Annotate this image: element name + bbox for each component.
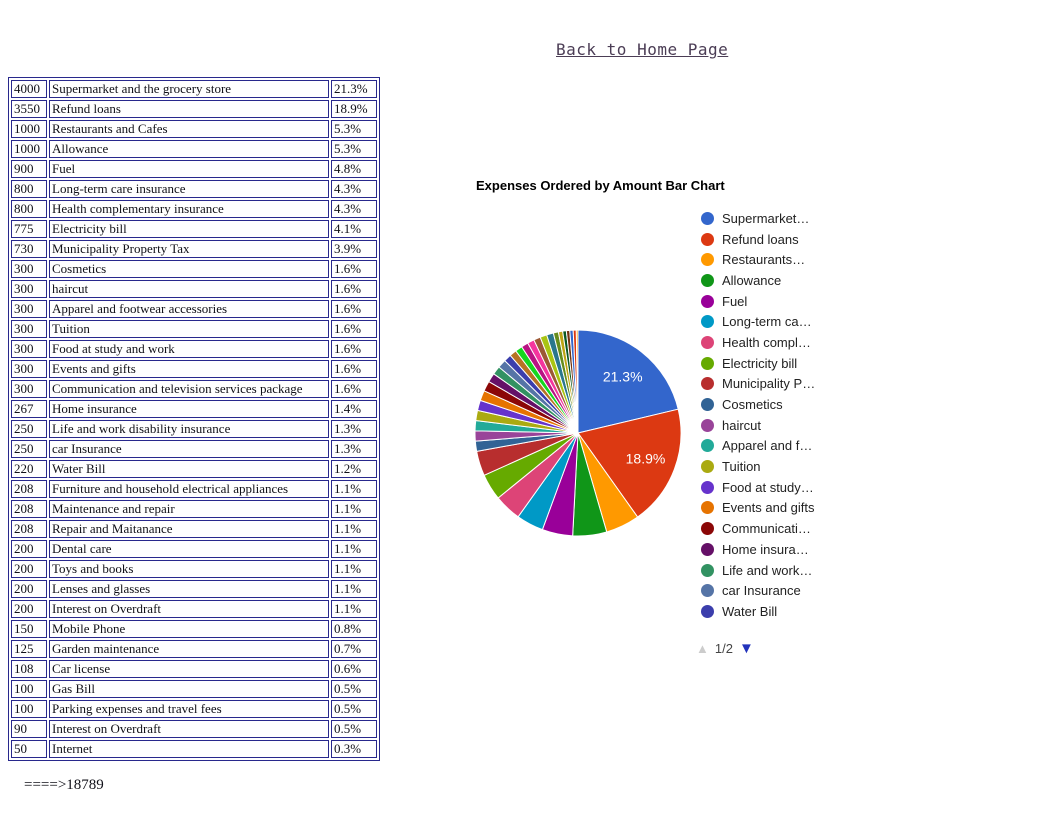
expense-percent: 1.1%	[331, 600, 377, 618]
table-row	[11, 280, 377, 298]
expense-percent: 1.1%	[331, 560, 377, 578]
legend-item[interactable]	[701, 249, 815, 270]
expense-name: Parking expenses and travel fees	[49, 700, 329, 718]
legend-item[interactable]	[701, 456, 815, 477]
legend-color-dot	[701, 419, 714, 432]
expense-name: Home insurance	[49, 400, 329, 418]
legend-item-label: Supermarket…	[722, 210, 810, 226]
legend-color-dot	[701, 253, 714, 266]
legend-pager	[696, 640, 754, 657]
expense-name: Long-term care insurance	[49, 180, 329, 198]
pie-slice-label: 18.9%	[625, 450, 666, 467]
table-row	[11, 640, 377, 658]
expense-percent: 1.1%	[331, 500, 377, 518]
expense-amount: 300	[11, 300, 47, 318]
expense-percent: 21.3%	[331, 80, 377, 98]
expense-amount: 150	[11, 620, 47, 638]
expense-name: Repair and Maitanance	[49, 520, 329, 538]
legend-color-dot	[701, 357, 714, 370]
expense-amount: 300	[11, 360, 47, 378]
expense-name: Allowance	[49, 140, 329, 158]
expense-amount: 200	[11, 580, 47, 598]
legend-color-dot	[701, 377, 714, 390]
legend-item-label: car Insurance	[722, 583, 801, 599]
legend-color-dot	[701, 274, 714, 287]
expense-amount: 300	[11, 340, 47, 358]
expense-percent: 4.1%	[331, 220, 377, 238]
legend-item[interactable]	[701, 518, 815, 539]
expense-name: Events and gifts	[49, 360, 329, 378]
legend-color-dot	[701, 233, 714, 246]
legend-item-label: Home insura…	[722, 541, 809, 557]
legend-color-dot	[701, 522, 714, 535]
expense-percent: 4.8%	[331, 160, 377, 178]
legend-color-dot	[701, 501, 714, 514]
chart-legend	[701, 208, 815, 622]
legend-item[interactable]	[701, 208, 815, 229]
expense-name: Toys and books	[49, 560, 329, 578]
legend-item[interactable]	[701, 560, 815, 581]
expense-amount: 300	[11, 280, 47, 298]
back-to-home-link[interactable]: Back to Home Page	[556, 40, 729, 59]
expense-table	[8, 77, 380, 761]
legend-item-label: Tuition	[722, 459, 761, 475]
expense-name: Car license	[49, 660, 329, 678]
expense-name: Fuel	[49, 160, 329, 178]
expense-percent: 0.6%	[331, 660, 377, 678]
expense-percent: 5.3%	[331, 140, 377, 158]
table-row	[11, 100, 377, 118]
expense-percent: 1.1%	[331, 580, 377, 598]
legend-color-dot	[701, 460, 714, 473]
legend-item[interactable]	[701, 580, 815, 601]
table-row	[11, 80, 377, 98]
expense-amount: 200	[11, 540, 47, 558]
legend-color-dot	[701, 605, 714, 618]
table-row	[11, 160, 377, 178]
table-row	[11, 720, 377, 738]
legend-item[interactable]	[701, 539, 815, 560]
legend-item-label: Events and gifts	[722, 500, 815, 516]
expense-percent: 1.6%	[331, 320, 377, 338]
legend-item-label: Communicati…	[722, 521, 811, 537]
legend-item-label: Refund loans	[722, 231, 799, 247]
expense-name: Water Bill	[49, 460, 329, 478]
expense-amount: 50	[11, 740, 47, 758]
expense-name: Life and work disability insurance	[49, 420, 329, 438]
table-row	[11, 200, 377, 218]
expense-percent: 0.8%	[331, 620, 377, 638]
legend-item-label: Life and work…	[722, 562, 813, 578]
table-row	[11, 380, 377, 398]
expense-name: Interest on Overdraft	[49, 720, 329, 738]
expense-percent: 4.3%	[331, 180, 377, 198]
expense-amount: 1000	[11, 140, 47, 158]
legend-color-dot	[701, 398, 714, 411]
expense-table-container	[8, 77, 380, 794]
expense-name: Dental care	[49, 540, 329, 558]
table-row	[11, 460, 377, 478]
table-row	[11, 240, 377, 258]
expense-amount: 100	[11, 680, 47, 698]
table-row	[11, 680, 377, 698]
expense-percent: 18.9%	[331, 100, 377, 118]
table-row	[11, 340, 377, 358]
legend-item-label: Long-term ca…	[722, 314, 812, 330]
expense-amount: 208	[11, 500, 47, 518]
expense-percent: 0.5%	[331, 700, 377, 718]
table-row	[11, 300, 377, 318]
legend-item-label: Restaurants…	[722, 252, 806, 268]
table-row	[11, 140, 377, 158]
expense-name: Restaurants and Cafes	[49, 120, 329, 138]
expense-amount: 800	[11, 200, 47, 218]
expense-percent: 3.9%	[331, 240, 377, 258]
legend-item[interactable]	[701, 353, 815, 374]
expense-name: Electricity bill	[49, 220, 329, 238]
legend-color-dot	[701, 295, 714, 308]
expense-name: Interest on Overdraft	[49, 600, 329, 618]
pager-page-label: 1/2	[714, 641, 733, 656]
legend-color-dot	[701, 584, 714, 597]
legend-color-dot	[701, 439, 714, 452]
expense-amount: 100	[11, 700, 47, 718]
expense-percent: 1.6%	[331, 380, 377, 398]
table-row	[11, 260, 377, 278]
expense-amount: 800	[11, 180, 47, 198]
legend-item-label: Fuel	[722, 293, 748, 309]
legend-color-dot	[701, 564, 714, 577]
table-row	[11, 220, 377, 238]
legend-color-dot	[701, 212, 714, 225]
expense-percent: 1.6%	[331, 260, 377, 278]
legend-item-label: Food at study…	[722, 479, 814, 495]
table-row	[11, 600, 377, 618]
expense-amount: 200	[11, 560, 47, 578]
legend-color-dot	[701, 481, 714, 494]
legend-item-label: haircut	[722, 417, 762, 433]
expense-name: haircut	[49, 280, 329, 298]
expense-amount: 220	[11, 460, 47, 478]
expense-name: Apparel and footwear accessories	[49, 300, 329, 318]
expense-amount: 300	[11, 380, 47, 398]
table-row	[11, 540, 377, 558]
expense-percent: 1.1%	[331, 520, 377, 538]
expense-name: Health complementary insurance	[49, 200, 329, 218]
expense-name: Internet	[49, 740, 329, 758]
legend-item[interactable]	[701, 415, 815, 436]
expense-name: Municipality Property Tax	[49, 240, 329, 258]
legend-color-dot	[701, 543, 714, 556]
pie-chart	[470, 325, 686, 541]
expense-name: car Insurance	[49, 440, 329, 458]
table-row	[11, 500, 377, 518]
expense-name: Mobile Phone	[49, 620, 329, 638]
expense-percent: 1.6%	[331, 280, 377, 298]
expense-amount: 300	[11, 320, 47, 338]
expense-name: Furniture and household electrical appliances	[49, 480, 329, 498]
legend-item[interactable]	[701, 436, 815, 457]
legend-item[interactable]	[701, 601, 815, 622]
legend-color-dot	[701, 315, 714, 328]
expense-amount: 125	[11, 640, 47, 658]
expense-name: Cosmetics	[49, 260, 329, 278]
table-row	[11, 440, 377, 458]
expense-amount: 4000	[11, 80, 47, 98]
expense-name: Communication and television services package	[49, 380, 329, 398]
expense-amount: 90	[11, 720, 47, 738]
legend-item[interactable]	[701, 498, 815, 519]
expense-name: Refund loans	[49, 100, 329, 118]
legend-item[interactable]	[701, 374, 815, 395]
legend-item[interactable]	[701, 477, 815, 498]
expense-name: Gas Bill	[49, 680, 329, 698]
expense-percent: 1.1%	[331, 480, 377, 498]
expense-amount: 108	[11, 660, 47, 678]
legend-item-label: Allowance	[722, 272, 782, 288]
expense-amount: 300	[11, 260, 47, 278]
legend-item-label: Apparel and f…	[722, 438, 813, 454]
legend-item-label: Cosmetics	[722, 397, 783, 413]
legend-item[interactable]	[701, 270, 815, 291]
expense-percent: 4.3%	[331, 200, 377, 218]
table-row	[11, 740, 377, 758]
expense-name: Lenses and glasses	[49, 580, 329, 598]
table-row	[11, 660, 377, 678]
chart-title: Expenses Ordered by Amount Bar Chart	[476, 178, 725, 193]
expense-name: Maintenance and repair	[49, 500, 329, 518]
expense-name: Garden maintenance	[49, 640, 329, 658]
expense-amount: 775	[11, 220, 47, 238]
expense-percent: 1.3%	[331, 440, 377, 458]
table-row	[11, 120, 377, 138]
expense-percent: 1.3%	[331, 420, 377, 438]
pie-slice-label: 21.3%	[602, 368, 643, 385]
legend-item-label: Municipality P…	[722, 376, 816, 392]
legend-item[interactable]	[701, 291, 815, 312]
expense-name: Supermarket and the grocery store	[49, 80, 329, 98]
table-row	[11, 360, 377, 378]
legend-item[interactable]	[701, 229, 815, 250]
expense-percent: 1.6%	[331, 300, 377, 318]
expense-percent: 0.5%	[331, 680, 377, 698]
expense-amount: 730	[11, 240, 47, 258]
expense-amount: 200	[11, 600, 47, 618]
expense-percent: 0.3%	[331, 740, 377, 758]
legend-item-label: Health compl…	[722, 334, 811, 350]
expense-amount: 208	[11, 520, 47, 538]
expense-name: Food at study and work	[49, 340, 329, 358]
expense-amount: 250	[11, 420, 47, 438]
expense-percent: 0.7%	[331, 640, 377, 658]
expense-amount: 250	[11, 440, 47, 458]
table-row	[11, 560, 377, 578]
table-row	[11, 700, 377, 718]
table-row	[11, 620, 377, 638]
table-row	[11, 420, 377, 438]
legend-item[interactable]	[701, 394, 815, 415]
table-row	[11, 180, 377, 198]
legend-item-label: Electricity bill	[722, 355, 798, 371]
legend-item-label: Water Bill	[722, 603, 778, 619]
table-row	[11, 520, 377, 538]
expense-percent: 0.5%	[331, 720, 377, 738]
expense-amount: 208	[11, 480, 47, 498]
pager-up-icon[interactable]: ▲	[696, 641, 709, 656]
expense-percent: 1.2%	[331, 460, 377, 478]
legend-color-dot	[701, 336, 714, 349]
expense-amount: 267	[11, 400, 47, 418]
expense-amount: 1000	[11, 120, 47, 138]
expense-percent: 5.3%	[331, 120, 377, 138]
table-row	[11, 480, 377, 498]
expense-percent: 1.6%	[331, 340, 377, 358]
expense-percent: 1.4%	[331, 400, 377, 418]
table-row	[11, 400, 377, 418]
expense-name: Tuition	[49, 320, 329, 338]
table-row	[11, 580, 377, 598]
legend-item[interactable]	[701, 332, 815, 353]
expense-amount: 3550	[11, 100, 47, 118]
expense-percent: 1.1%	[331, 540, 377, 558]
expense-percent: 1.6%	[331, 360, 377, 378]
expense-amount: 900	[11, 160, 47, 178]
total-line: ====>18789	[24, 777, 104, 793]
table-row	[11, 320, 377, 338]
pager-down-icon[interactable]: ▼	[738, 640, 754, 657]
legend-item[interactable]	[701, 311, 815, 332]
